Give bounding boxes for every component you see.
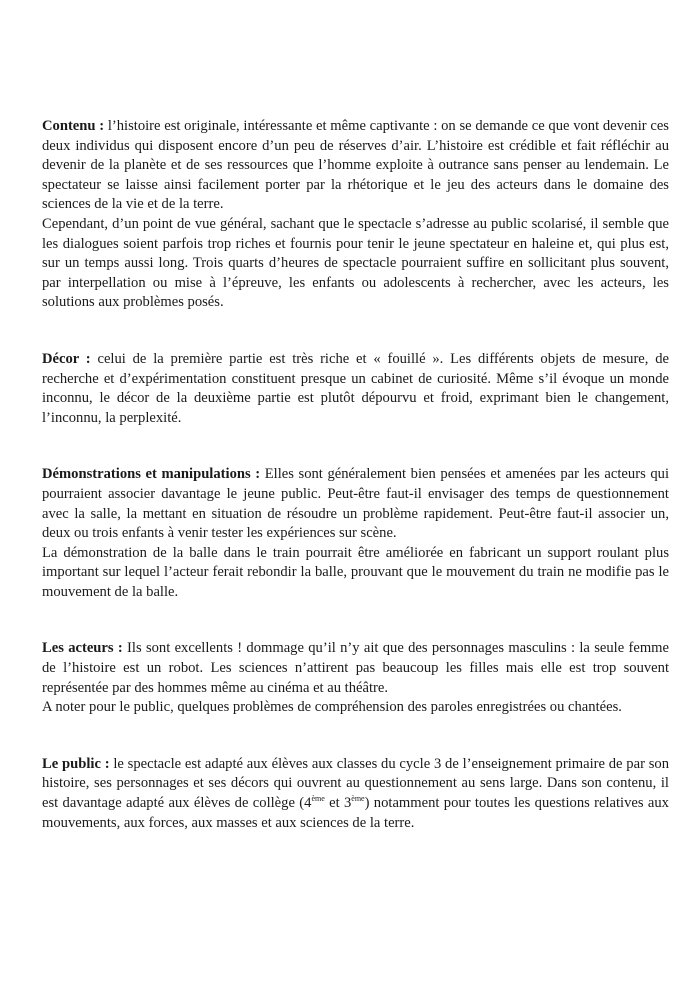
- section-demonstrations: [42, 465, 669, 602]
- contenu-paragraph-1: [42, 117, 669, 215]
- public-paragraph-1: [42, 755, 669, 833]
- public-superscript-1: ème: [311, 794, 325, 804]
- section-public: [42, 755, 669, 833]
- section-acteurs: [42, 639, 669, 717]
- decor-paragraph-1: [42, 350, 669, 428]
- demonstrations-paragraph-1: [42, 465, 669, 543]
- acteurs-label: Les acteurs :: [42, 640, 123, 657]
- contenu-text-1: l’histoire est originale, intéressante et même captivante : on se demande ce que vont devenir ces deux individus qui disposent encore d’un peu de réserves d’air. L’histoire est crédible et fait réfléchir au devenir de la planète et de ses ressources que l’homme exploite à outrance sans penser au lendemain. Le spectateur se laisse ainsi facilement porter par la rhétorique et le jeu des acteurs dans le domaine des sciences de la vie et de la terre.: [42, 118, 669, 213]
- acteurs-paragraph-1: [42, 639, 669, 698]
- section-contenu: [42, 117, 669, 313]
- public-label: Le public :: [42, 755, 110, 772]
- section-decor: [42, 350, 669, 428]
- public-text-1c: ) notamment pour toutes les questions relatives aux mouvements, aux forces, aux masses et aux sciences de la terre.: [42, 795, 669, 831]
- acteurs-paragraph-2: A noter pour le public, quelques problèmes de compréhension des paroles enregistrées ou chantées.: [42, 699, 622, 716]
- public-superscript-2: ème: [351, 794, 365, 804]
- decor-label: Décor :: [42, 350, 91, 367]
- decor-text-1: celui de la première partie est très riche et « fouillé ». Les différents objets de mesure, de recherche et d’expérimentation constituent presque un cabinet de curiosité. Même s’il évoque un monde inconnu, le décor de la deuxième partie est plutôt dépourvu et froid, exprimant bien le changement, l’inconnu, la perplexité.: [42, 350, 670, 426]
- contenu-paragraph-2: Cependant, d’un point de vue général, sachant que le spectacle s’adresse au public scolarisé, il semble que les dialogues soient parfois trop riches et fournis pour tenir le jeune spectateur en haleine et, qui plus est, sur un temps aussi long. Trois quarts d’heures de spectacle pourraient suffire en sollicitant plus souvent, par interpellation ou mise à l’épreuve, les enfants ou adolescents à rechercher, avec les acteurs, les solutions aux problèmes posés.: [42, 215, 669, 311]
- acteurs-text-1: Ils sont excellents ! dommage qu’il n’y ait que des personnages masculins : la seule femme de l’histoire est un robot. Les sciences n’attirent pas beaucoup les filles mais elle est trop souvent représentée par des hommes même au cinéma et au théâtre.: [42, 640, 669, 696]
- public-text-1b: et 3: [324, 795, 352, 812]
- demonstrations-label: Démonstrations et manipulations :: [42, 466, 261, 483]
- public-text-1a: le spectacle est adapté aux élèves aux classes du cycle 3 de l’enseignement primaire de par son histoire, ses personnages et ses décors qui ouvrent au questionnement au sens large. Dans son contenu, il est davantage adapté aux élèves de collège (4: [42, 755, 669, 812]
- demonstrations-text-1: Elles sont généralement bien pensées et amenées par les acteurs qui pourraient associer davantage le jeune public. Peut-être faut-il envisager des temps de questionnement avec la salle, la mettant en situation de résoudre un problème rapidement. Peut-être faut-il associer un, deux ou trois enfants à venir tester les expériences sur scène.: [42, 466, 669, 542]
- demonstrations-paragraph-2: La démonstration de la balle dans le train pourrait être améliorée en fabricant un support roulant plus important sur lequel l’acteur ferait rebondir la balle, prouvant que le mouvement du train ne modifie pas le mouvement de la balle.: [42, 544, 669, 600]
- contenu-label: Contenu :: [42, 118, 105, 134]
- document-page: [42, 117, 669, 833]
